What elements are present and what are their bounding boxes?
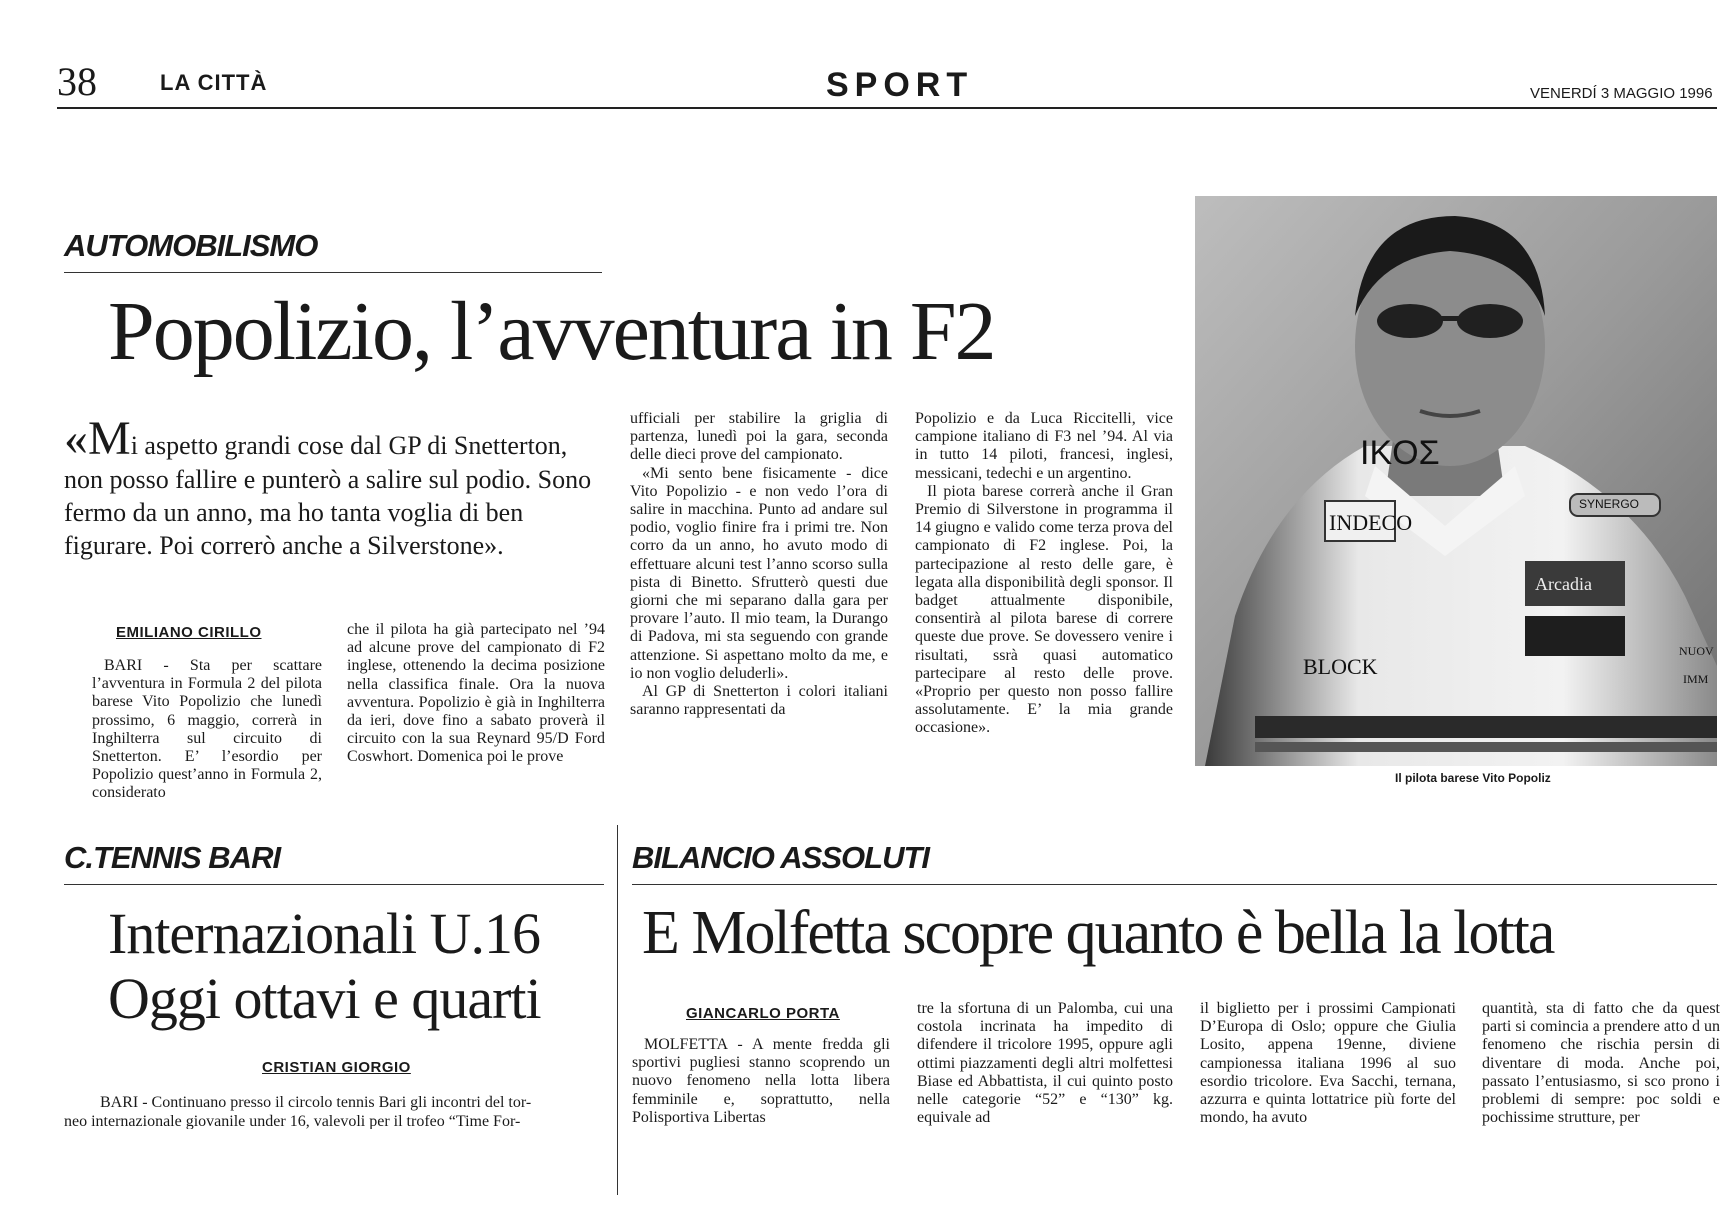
article2-headline-line2: Oggi ottavi e quarti xyxy=(108,966,541,1031)
article2-body-line2: neo internazionale giovanile under 16, valevoli per il trofeo “Time For- xyxy=(64,1113,521,1129)
page-number: 38 xyxy=(57,59,97,104)
article3-col1-text: MOLFETTA - A mente fredda gli sportivi pugliesi stanno scoprendo un nuovo fenomeno nella lotta libera femminile e, soprattutto, nella Polisportiva Libertas xyxy=(632,1036,890,1126)
article3-kicker-rule xyxy=(632,884,1717,885)
suit-text-imm: IMM xyxy=(1683,672,1709,686)
driver-photo-illustration xyxy=(1195,196,1717,766)
article3-headline: E Molfetta scopre quanto è bella la lotta xyxy=(642,899,1554,967)
suit-text-synergo: SYNERGO xyxy=(1579,497,1640,511)
article1-deck xyxy=(64,412,604,562)
article2-body-line1: BARI - Continuano presso il circolo tennis Bari gli incontri del tor- xyxy=(100,1094,532,1111)
article1-kicker-rule xyxy=(64,272,602,273)
article2-byline: CRISTIAN GIORGIO xyxy=(262,1059,411,1076)
article1-col3-p2: «Mi sento bene fisicamente - dice Vito Popolizio - e non vedo l’ora di salire in macchina. Punto ad andare sul podio, voglio finire fra i primi tre. Non corro da un anno, ho avuto modo di effettuare alcuni test l’anno scorso sulla pista di Binetto. Sfrutterò questi due giorni che mi separano dalla gara per provare l’auto. Il mio team, la Durango di Padova, mi sta seguendo con grande attenzione. Si aspettano molto da me, e io non voglio deluderli». xyxy=(630,464,888,682)
article1-col3-p1: ufficiali per stabilire la griglia di partenza, lunedì poi la gara, seconda delle dieci prove del campionato. xyxy=(630,410,888,464)
suit-text-arcadia: Arcadia xyxy=(1535,574,1592,594)
article1-column-1 xyxy=(92,657,322,803)
article1-deck-text: i aspetto grandi cose dal GP di Snetterton, non posso fallire e punterò a salire sul podio. Sono fermo da un anno, ma ho tanta voglia di ben figurare. Poi correrò anche a Silverstone». xyxy=(64,431,592,560)
article1-col4-p1: Popolizio e da Luca Riccitelli, vice campione italiano di F3 nel ’94. Al via in tutto 14 piloti, francesi, inglesi, messicani, tedechi e un argentino. xyxy=(915,410,1173,482)
suit-text-indeco: INDECO xyxy=(1329,510,1413,535)
issue-date: VENERDÍ 3 MAGGIO 1996 xyxy=(1530,85,1713,102)
article3-col2-text: tre la sfortuna di un Palomba, cui una costola incrinata ha impedito di difendere il tricolore 1995, oppure agli ottimi piazzamenti degli altri molfettesi Biase ed Abbattista, il cui quinto posto nelle categorie “52” e “130” kg. equivale ad xyxy=(917,1000,1173,1127)
article1-column-3 xyxy=(630,410,888,719)
article1-byline: EMILIANO CIRILLO xyxy=(116,624,262,641)
article1-dropcap: «M xyxy=(64,412,131,465)
suit-text-nuov: NUOV xyxy=(1679,644,1714,658)
article3-column-1 xyxy=(632,1036,890,1129)
section-title: SPORT xyxy=(826,66,974,104)
column-divider xyxy=(617,825,618,1195)
article3-column-2 xyxy=(917,1000,1173,1129)
article3-kicker: BILANCIO ASSOLUTI xyxy=(632,840,930,875)
newspaper-logo: LA CITTÀ xyxy=(160,70,268,95)
article1-column-2 xyxy=(347,621,605,767)
article3-col3-text: il biglietto per i prossimi Campionati D’Europa di Oslo; oppure che Giulia Losito, appena 19enne, diviene campionessa italiana 1996 al suo esordio tricolore. Eva Sacchi, ternana, azzurra e quinta lottatrice più forte del mondo, ha avuto xyxy=(1200,1000,1456,1127)
article2-kicker: C.TENNIS BARI xyxy=(64,840,281,875)
photo-caption: Il pilota barese Vito Popoliz xyxy=(1395,771,1551,785)
driver-photo xyxy=(1195,196,1717,766)
suit-text-ikos: IKOΣ xyxy=(1360,434,1440,472)
article3-col4-text: quantità, sta di fatto che da quest parti si comincia a prendere atto d un fenomeno che rischia persin di diventare di moda. Anche poi, passato l’entusiasmo, si sco prono i problemi di sempre: poc soldi e pochissime strutture, per xyxy=(1482,1000,1720,1127)
suit-text-block: BLOCK xyxy=(1303,654,1378,679)
article1-col2-text: che il pilota ha già partecipato nel ’94 ad alcune prove del campionato di F2 inglese, ottenendo la decima posizione nella classifica finale. Ora la nuova avventura. Popolizio è già in Inghilterra da ieri, dove fino a sabato proverà il circuito con la sua Reynard 95/D Ford Coswhort. Domenica poi le prove xyxy=(347,621,605,766)
article3-byline: GIANCARLO PORTA xyxy=(686,1005,840,1022)
article1-kicker: AUTOMOBILISMO xyxy=(64,228,318,263)
article1-headline: Popolizio, l’avventura in F2 xyxy=(108,285,995,378)
article1-col1-text: BARI - Sta per scattare l’avventura in Formula 2 del pilota barese Vito Popolizio che lunedì prossimo, 6 maggio, correrà in Inghilterra sul circuito di Snetterton. E’ l’esordio per Popolizio quest’anno in Formula 2, considerato xyxy=(92,657,322,802)
article1-column-4 xyxy=(915,410,1173,738)
article2-kicker-rule xyxy=(64,884,604,885)
article3-column-4 xyxy=(1482,1000,1720,1129)
header-rule xyxy=(57,107,1717,109)
article1-col4-p2: Il piota barese correrà anche il Gran Premio di Silverstone in programma il 14 giugno e valido come terza prova del campionato di F2 inglese. Poi, la partecipazione al resto delle gare, è legata alla disponibilità degli sponsor. Il badget attualmente disponibile, consentirà al pilota barese di correre queste due prove. Se dovessero venire i risultati, ssrà quasi automatico partecipare al resto delle prove. «Proprio per questo non posso fallire assolutamente. E’ la mia grande occasione». xyxy=(915,482,1173,737)
article1-col3-p3: Al GP di Snetterton i colori italiani saranno rappresentati da xyxy=(630,683,888,719)
article3-column-3 xyxy=(1200,1000,1456,1129)
article2-headline-line1: Internazionali U.16 xyxy=(108,901,540,966)
